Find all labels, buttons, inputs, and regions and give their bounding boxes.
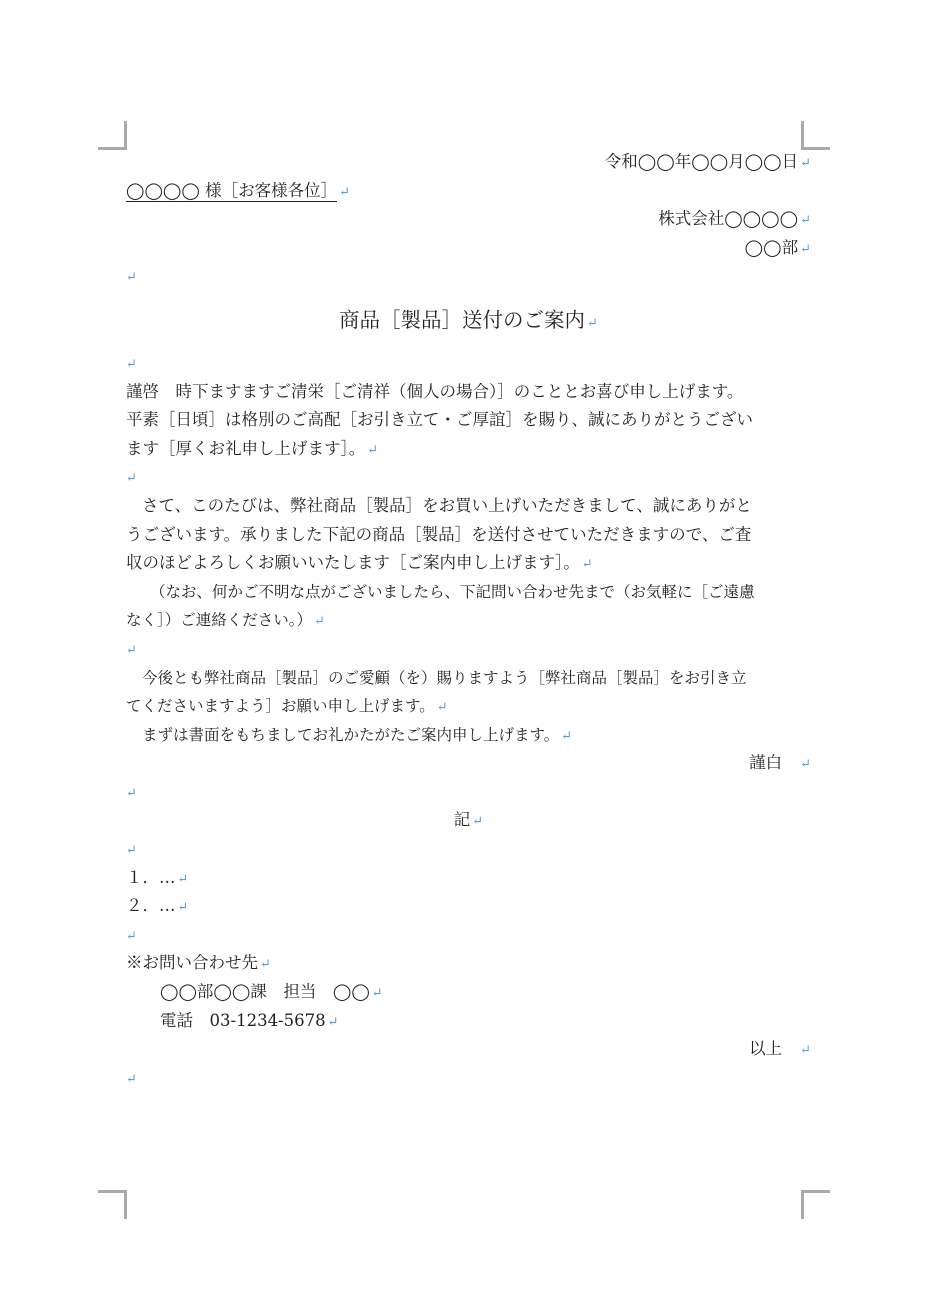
empty-paragraph <box>126 835 811 864</box>
body2-line-1 <box>126 664 811 693</box>
date: 令和◯◯年◯◯月◯◯日 <box>604 152 799 171</box>
corner-mark-bottom-left <box>98 1190 127 1219</box>
paragraph-mark-icon: ↵ <box>314 614 325 630</box>
paragraph-mark-icon: ↵ <box>126 1071 137 1087</box>
body-text: てくださいますよう］お願い申し上げます。 <box>126 697 435 716</box>
body-text: うございます。承りました下記の商品［製品］を送付させていただきますので、ご査 <box>126 524 752 544</box>
contact-heading: ※お問い合わせ先 <box>126 953 258 973</box>
note-line-2 <box>126 606 811 635</box>
empty-paragraph <box>126 262 811 291</box>
empty-paragraph <box>126 635 811 664</box>
body2-line-2 <box>126 692 811 721</box>
empty-paragraph <box>126 778 811 807</box>
corner-mark-top-left <box>98 121 127 150</box>
paragraph-mark-icon: ↵ <box>800 213 811 229</box>
paragraph-mark-icon: ↵ <box>177 871 189 887</box>
empty-paragraph <box>126 463 811 492</box>
paragraph-mark-icon: ↵ <box>436 700 448 716</box>
body-text: 今後とも弊社商品［製品］のご愛顧（を）賜りますよう［弊社商品［製品］をお引き立 <box>142 668 747 687</box>
greeting-text: ます［厚くお礼申し上げます］。 <box>126 438 366 458</box>
contact-phone: 電話 03-1234-5678 <box>160 1010 326 1030</box>
contact-person: ◯◯部◯◯課 担当 ◯◯ <box>160 982 370 1002</box>
paragraph-mark-icon: ↵ <box>472 814 484 830</box>
ki-line <box>126 806 811 835</box>
paragraph-mark-icon: ↵ <box>126 270 137 286</box>
list-item-text: ２．… <box>126 896 176 916</box>
list-item <box>126 892 811 921</box>
body2-line-3 <box>126 721 811 750</box>
paragraph-mark-icon: ↵ <box>800 757 811 773</box>
sender-company: 株式会社◯◯◯◯ <box>658 209 799 229</box>
addressee-line <box>126 177 811 206</box>
closing: 謹白 <box>749 753 783 773</box>
note-line-1 <box>126 578 811 607</box>
empty-paragraph <box>126 1064 811 1093</box>
corner-mark-top-right <box>801 121 830 150</box>
greeting-text: 平素［日頃］は格別のご高配［お引き立て・ご厚誼］を賜り、誠にありがとうござい <box>126 410 753 430</box>
paragraph-mark-icon: ↵ <box>367 442 379 458</box>
list-item <box>126 864 811 893</box>
paragraph-mark-icon: ↵ <box>126 785 137 801</box>
body-text: さて、このたびは、弊社商品［製品］をお買い上げいただきまして、誠にありがと <box>142 495 752 515</box>
end-mark: 以上 <box>749 1039 783 1059</box>
date-line <box>126 148 811 177</box>
sender-department: ◯◯部 <box>744 237 799 257</box>
paragraph-mark-icon: ↵ <box>126 642 137 658</box>
corner-mark-bottom-right <box>801 1190 830 1219</box>
document-title: 商品［製品］送付のご案内 <box>339 307 586 332</box>
end-line <box>126 1035 811 1064</box>
document-page <box>126 148 811 1092</box>
paragraph-mark-icon: ↵ <box>126 356 137 372</box>
closing-line <box>126 749 811 778</box>
greeting-text: 謹啓 時下ますますご清栄［ご清祥（個人の場合）］のこととお喜び申し上げます。 <box>126 381 744 401</box>
note-text: なく］）ご連絡ください。） <box>126 611 313 630</box>
contact-person-line <box>126 978 811 1007</box>
paragraph-mark-icon: ↵ <box>126 471 137 487</box>
greeting-line-1 <box>126 378 811 407</box>
contact-heading-line <box>126 949 811 978</box>
empty-paragraph <box>126 921 811 950</box>
greeting-line-2 <box>126 406 811 435</box>
body1-line-3 <box>126 549 811 578</box>
body1-line-2 <box>126 521 811 550</box>
contact-phone-line <box>126 1007 811 1036</box>
paragraph-mark-icon: ↵ <box>339 184 351 200</box>
paragraph-mark-icon: ↵ <box>800 156 811 171</box>
paragraph-mark-icon: ↵ <box>371 986 383 1002</box>
ki-heading: 記 <box>453 810 471 830</box>
body-text: 収のほどよろしくお願いいたします［ご案内申し上げます］。 <box>126 553 580 573</box>
list-item-text: １．… <box>126 867 176 887</box>
paragraph-mark-icon: ↵ <box>177 900 189 916</box>
paragraph-mark-icon: ↵ <box>327 1014 339 1030</box>
greeting-line-3 <box>126 435 811 464</box>
body1-line-1 <box>126 492 811 521</box>
paragraph-mark-icon: ↵ <box>587 315 598 331</box>
body-text: まずは書面をもちましてお礼かたがたご案内申し上げます。 <box>142 725 560 744</box>
sender-company-line <box>126 205 811 234</box>
paragraph-mark-icon: ↵ <box>800 1043 811 1059</box>
empty-paragraph <box>126 349 811 378</box>
paragraph-mark-icon: ↵ <box>800 241 811 257</box>
paragraph-mark-icon: ↵ <box>260 957 271 973</box>
document-title-line <box>126 291 811 349</box>
paragraph-mark-icon: ↵ <box>561 728 573 744</box>
paragraph-mark-icon: ↵ <box>126 928 137 944</box>
paragraph-mark-icon: ↵ <box>581 557 593 573</box>
sender-department-line <box>126 234 811 263</box>
addressee: ◯◯◯◯ 様［お客様各位］ <box>126 180 338 200</box>
paragraph-mark-icon: ↵ <box>126 843 137 859</box>
note-text: （なお、何かご不明な点がございましたら、下記問い合わせ先まで（お気軽に［ご遠慮 <box>150 582 755 601</box>
